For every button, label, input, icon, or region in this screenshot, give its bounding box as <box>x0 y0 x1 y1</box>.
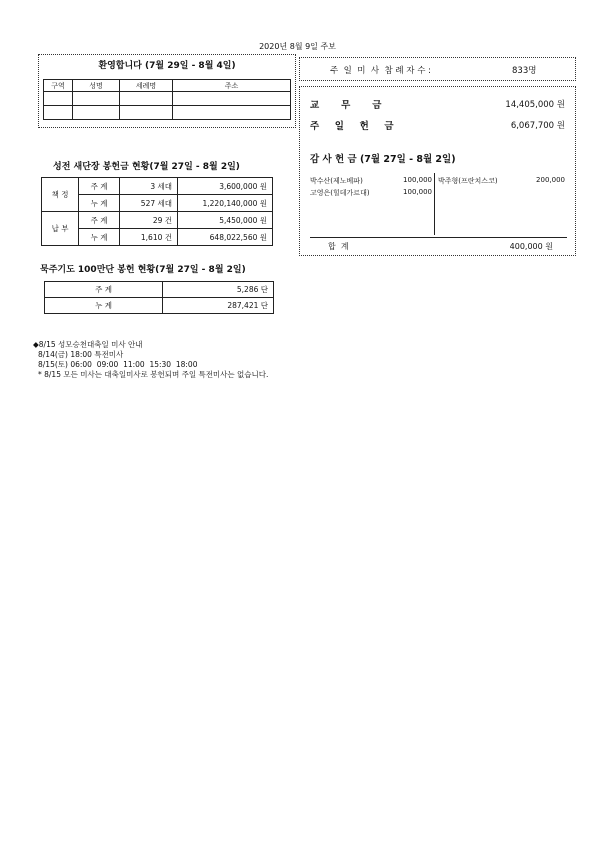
donor-amount: 100,000 <box>403 188 432 196</box>
row-amount: 5,450,000 원 <box>178 212 273 229</box>
thanks-item <box>438 176 565 186</box>
attendance-box <box>299 57 576 81</box>
notice-line: 8/14(금) 18:00 특전미사 <box>38 350 124 359</box>
column-baptismal-name: 세례명 <box>120 80 173 92</box>
rosary-row-value: 287,421 단 <box>163 298 274 314</box>
table-row <box>42 212 273 229</box>
bulletin-date: 2020년 8월 9일 주보 <box>259 42 336 51</box>
building-fund-table <box>41 177 273 246</box>
table-row <box>45 282 274 298</box>
donor-name: 박수산(제노베파) <box>310 177 363 185</box>
rosary-row-label: 누 계 <box>45 298 163 314</box>
attendance-label: 주 일 미 사 참 례 자 수 : <box>330 66 431 76</box>
finance-row-label: 주 일 헌 금 <box>310 121 397 132</box>
notice-line: * 8/15 모든 미사는 대축일미사로 봉헌되며 주일 특전미사는 없습니다. <box>38 370 269 379</box>
column-name: 성명 <box>73 80 120 92</box>
table-row <box>45 298 274 314</box>
thanks-list <box>310 173 567 237</box>
row-amount: 648,022,560 원 <box>178 229 273 246</box>
column-address: 주소 <box>173 80 291 92</box>
row-count: 1,610 건 <box>120 229 178 246</box>
thanks-column-divider <box>434 173 435 235</box>
welcome-title: 환영합니다 (7월 29일 - 8월 4일) <box>98 61 236 71</box>
welcome-row <box>44 106 291 120</box>
donor-amount: 200,000 <box>536 176 565 184</box>
donor-name: 박주형(프란치스코) <box>438 177 498 185</box>
group-label: 책 정 <box>42 178 79 212</box>
donor-name: 고영은(힐데가르대) <box>310 189 370 197</box>
donor-amount: 100,000 <box>403 176 432 184</box>
table-row <box>42 178 273 195</box>
finance-box <box>299 86 576 256</box>
rosary-row-label: 주 계 <box>45 282 163 298</box>
finance-row-amount: 14,405,000 원 <box>505 100 565 110</box>
row-type: 누 계 <box>79 229 120 246</box>
notice-block <box>33 340 268 380</box>
rosary-title: 묵주기도 100만단 봉헌 현황(7월 27일 - 8월 2일) <box>40 265 246 275</box>
row-count: 29 건 <box>120 212 178 229</box>
group-label: 납 부 <box>42 212 79 246</box>
welcome-box <box>38 54 296 128</box>
diamond-bullet-icon: ◆ <box>33 340 39 349</box>
finance-row-amount: 6,067,700 원 <box>510 121 565 131</box>
notice-title-text: 8/15 성모승천대축일 미사 안내 <box>38 340 143 349</box>
attendance-count: 833명 <box>512 66 537 76</box>
row-type: 주 계 <box>79 178 120 195</box>
finance-row-label: 교 무 금 <box>310 100 385 111</box>
thanks-item <box>310 188 432 198</box>
rosary-table <box>44 281 274 314</box>
building-fund-title: 성전 새단장 봉헌금 현황(7월 27일 - 8월 2일) <box>53 162 240 172</box>
column-district: 구역 <box>44 80 73 92</box>
thanks-item <box>310 176 432 186</box>
welcome-table <box>43 79 291 120</box>
row-count: 527 세대 <box>120 195 178 212</box>
notice-line: 8/15(토) 06:00 09:00 11:00 15:30 18:00 <box>38 360 198 369</box>
thanks-offering-title: 감 사 헌 금 (7월 27일 - 8월 2일) <box>310 154 456 165</box>
row-count: 3 세대 <box>120 178 178 195</box>
row-type: 누 계 <box>79 195 120 212</box>
rosary-row-value: 5,286 단 <box>163 282 274 298</box>
total-row <box>310 237 567 252</box>
notice-title <box>33 340 268 350</box>
row-amount: 3,600,000 원 <box>178 178 273 195</box>
total-amount: 400,000 원 <box>509 242 553 251</box>
row-type: 주 계 <box>79 212 120 229</box>
welcome-row <box>44 92 291 106</box>
row-amount: 1,220,140,000 원 <box>178 195 273 212</box>
welcome-header-row <box>44 80 291 92</box>
total-label: 합 계 <box>328 242 349 251</box>
